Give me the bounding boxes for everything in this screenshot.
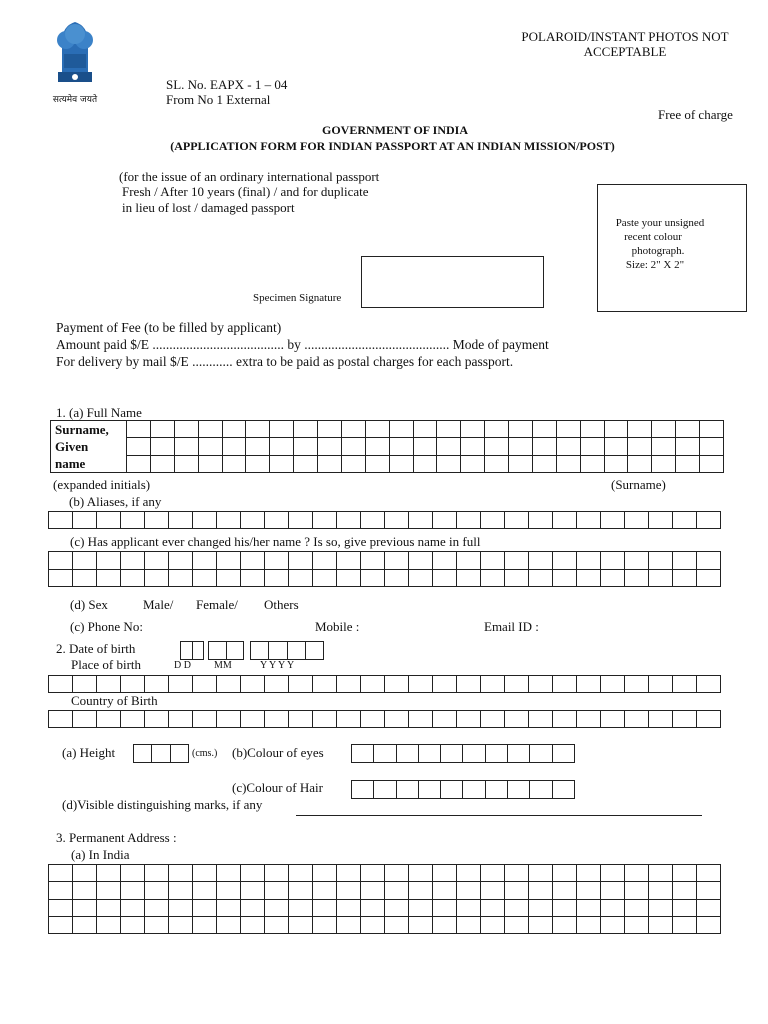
dob-mm-hint: MM [214, 660, 232, 671]
polaroid-notice-line1: POLAROID/INSTANT PHOTOS NOT [521, 29, 729, 44]
given-label: Given [55, 439, 89, 454]
distinguishing-marks-label: (d)Visible distinguishing marks, if any [62, 797, 263, 812]
full-name-label: 1. (a) Full Name [56, 405, 142, 420]
purpose-line3: in lieu of lost / damaged passport [122, 200, 295, 215]
eye-colour-grid[interactable] [351, 744, 575, 763]
place-of-birth-grid[interactable] [48, 675, 721, 693]
name-change-label: (c) Has applicant ever changed his/her name ? Is so, give previous name in full [70, 534, 481, 549]
country-of-birth-label: Country of Birth [71, 693, 158, 708]
permanent-address-label: 3. Permanent Address : [56, 830, 177, 845]
photo-instruction-2: recent colour [624, 231, 682, 243]
height-label: (a) Height [62, 745, 116, 760]
dob-dd-hint: D D [174, 660, 191, 671]
in-india-label: (a) In India [71, 847, 130, 862]
photo-instruction-3: photograph. [631, 245, 685, 257]
serial-number: SL. No. EAPX - 1 – 04 [166, 77, 288, 92]
mobile-label: Mobile : [315, 619, 360, 634]
payment-title: Payment of Fee (to be filled by applicant) [56, 320, 282, 335]
dob-day-grid[interactable] [180, 641, 204, 660]
height-grid[interactable] [133, 744, 189, 763]
pob-label: Place of birth [71, 657, 142, 672]
free-of-charge: Free of charge [658, 107, 733, 122]
photo-instruction-4: Size: 2" X 2" [625, 259, 685, 271]
government-title: GOVERNMENT OF INDIA [321, 123, 468, 137]
dob-year-grid[interactable] [250, 641, 324, 660]
email-label: Email ID : [484, 619, 539, 634]
photo-instruction-1: Paste your unsigned [615, 217, 705, 229]
purpose-line2: Fresh / After 10 years (final) / and for duplicate [122, 184, 369, 199]
payment-mail: For delivery by mail $/E ............ extra to be paid as postal charges for each passport. [56, 354, 514, 369]
form-title: (APPLICATION FORM FOR INDIAN PASSPORT AT AN INDIAN MISSION/POST) [170, 139, 615, 153]
aliases-label: (b) Aliases, if any [69, 494, 162, 509]
sex-option-male[interactable]: Male/ [143, 597, 174, 612]
address-grid[interactable] [48, 864, 721, 934]
form-number: From No 1 External [166, 92, 271, 107]
hair-colour-grid[interactable] [351, 780, 575, 799]
sex-option-others[interactable]: Others [264, 597, 299, 612]
sex-option-female[interactable]: Female/ [196, 597, 238, 612]
polaroid-notice-line2: ACCEPTABLE [583, 44, 667, 59]
sex-label: (d) Sex [70, 597, 108, 612]
purpose-line1: (for the issue of an ordinary international passport [119, 169, 380, 184]
expanded-initials-label: (expanded initials) [53, 477, 151, 492]
country-of-birth-grid[interactable] [48, 710, 721, 728]
emblem-motto: सत्यमेव जयते [52, 95, 98, 105]
distinguishing-marks-line[interactable] [296, 815, 702, 816]
phone-label: (c) Phone No: [70, 619, 143, 634]
hair-colour-label: (c)Colour of Hair [232, 780, 323, 795]
dob-yyyy-hint: Y Y Y Y [260, 660, 295, 671]
surname-paren-label: (Surname) [611, 477, 666, 492]
dob-label: 2. Date of birth [56, 641, 136, 656]
previous-name-grid[interactable] [48, 551, 721, 587]
payment-amount: Amount paid $/E ....................................... by ........................................... Mode of payment [56, 337, 549, 352]
dob-month-grid[interactable] [208, 641, 244, 660]
surname-label: Surname, [55, 422, 109, 437]
signature-box[interactable] [361, 256, 544, 308]
cms-label: (cms.) [192, 748, 218, 759]
signature-label: Specimen Signature [253, 292, 342, 304]
aliases-grid[interactable] [48, 511, 721, 529]
full-name-grid[interactable] [126, 420, 724, 473]
eye-colour-label: (b)Colour of eyes [232, 745, 324, 760]
name-label: name [55, 456, 86, 471]
